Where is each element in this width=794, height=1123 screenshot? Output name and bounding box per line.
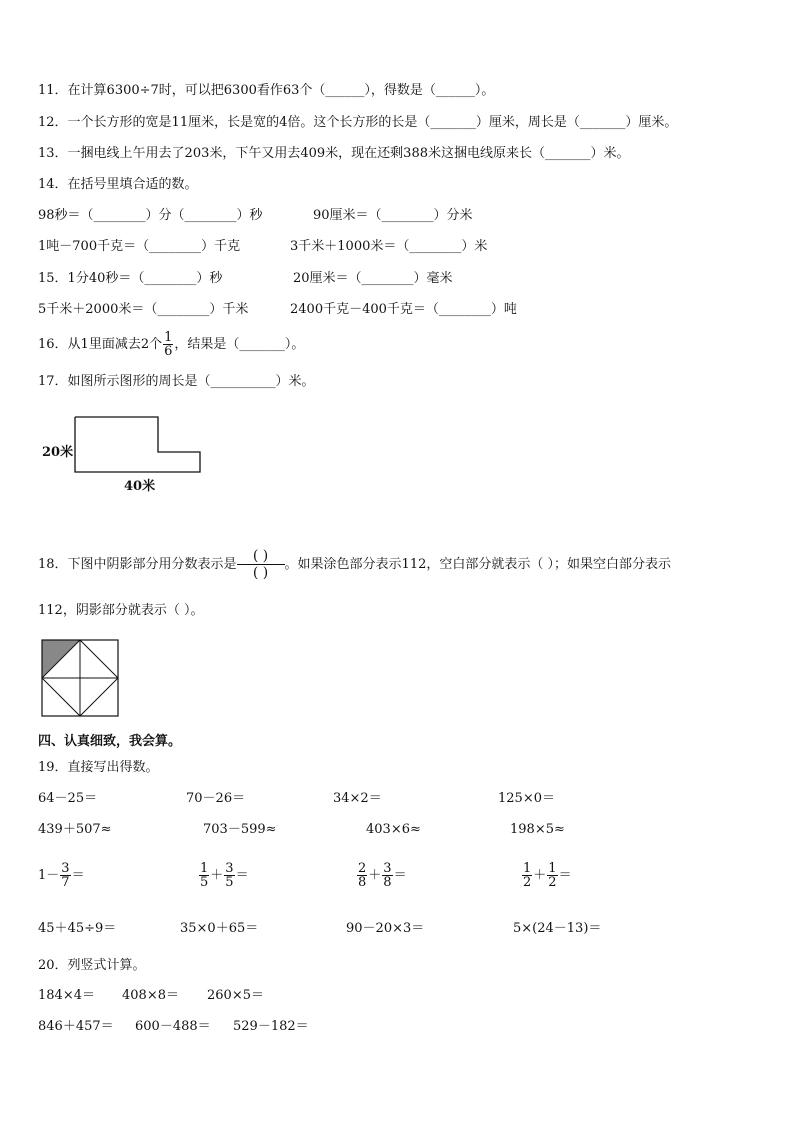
question-19: 19．直接写出得数。 <box>38 760 159 775</box>
vertical-calc-item: 529－182＝ <box>233 1019 309 1034</box>
q14-item-kilograms: 1吨－700千克＝（________）千克 <box>38 239 241 254</box>
fraction-item: $\frac{2}{8}$ ＋ $\frac{3}{8}$ ＝ <box>358 861 407 890</box>
section-4-heading: 四、认真细致，我会算。 <box>38 734 182 749</box>
vertical-calc-item: 408×8＝ <box>122 988 179 1003</box>
question-18: 18．下图中阴影部分用分数表示是 ( ) ( ) 。如果涂色部分表示112，空白部分就表示（ ）；如果空白部分表示 <box>38 548 671 581</box>
question-15: 15．1分40秒＝（________）秒 <box>38 271 223 286</box>
mixed-calc-item: 45＋45÷9＝ <box>38 921 117 936</box>
calc-item: 70－26＝ <box>186 791 246 806</box>
q14-item-decimeters: 90厘米＝（________）分米 <box>313 208 473 223</box>
q15-item-tons: 2400千克－400千克＝（________）吨 <box>290 302 517 317</box>
question-17: 17．如图所示图形的周长是（__________）米。 <box>38 374 315 389</box>
q14-item-seconds: 98秒＝（________）分（________）秒 <box>38 208 263 223</box>
figure-width-label: 40米 <box>124 479 156 494</box>
fraction-item: 1－ $\frac{3}{7}$ ＝ <box>38 861 85 890</box>
q15-item-kilometers: 5千米＋2000米＝（________）千米 <box>38 302 249 317</box>
estimate-item: 703－599≈ <box>203 822 277 837</box>
vertical-calc-item: 846＋457＝ <box>38 1019 114 1034</box>
figure-height-label: 20米 <box>42 445 74 460</box>
mixed-calc-item: 35×0＋65＝ <box>180 921 259 936</box>
question-16: 16．从1里面减去2个 $\frac{1}{6}$ ，结果是（_______）。 <box>38 330 305 359</box>
square-diamond-figure <box>41 639 120 718</box>
q14-item-meters: 3千米＋1000米＝（________）米 <box>290 239 488 254</box>
estimate-item: 198×5≈ <box>510 822 565 837</box>
l-shape-figure <box>74 416 204 474</box>
question-20: 20．列竖式计算。 <box>38 958 146 973</box>
calc-item: 34×2＝ <box>333 791 382 806</box>
estimate-item: 403×6≈ <box>366 822 421 837</box>
question-18-line2: 112，阴影部分就表示（ ）。 <box>38 603 204 618</box>
question-12: 12．一个长方形的宽是11厘米，长是宽的4倍。这个长方形的长是（_______）厘米，周长是（_______）厘米。 <box>38 115 678 130</box>
estimate-item: 439＋507≈ <box>38 822 112 837</box>
question-14: 14．在括号里填合适的数。 <box>38 177 198 192</box>
question-13: 13．一捆电线上午用去了203米，下午又用去409米，现在还剩388米这捆电线原来长（_______）米。 <box>38 146 630 161</box>
mixed-calc-item: 5×(24－13)＝ <box>513 921 602 936</box>
blank-fraction: ( ) ( ) <box>237 548 285 581</box>
vertical-calc-item: 600－488＝ <box>135 1019 211 1034</box>
question-11: 11．在计算6300÷7时，可以把6300看作63个（______），得数是（______）。 <box>38 83 495 98</box>
mixed-calc-item: 90－20×3＝ <box>346 921 425 936</box>
fraction-item: $\frac{1}{5}$ ＋ $\frac{3}{5}$ ＝ <box>200 861 249 890</box>
calc-item: 64－25＝ <box>38 791 98 806</box>
vertical-calc-item: 184×4＝ <box>38 988 95 1003</box>
fraction-one-sixth: $\frac{1}{6}$ <box>164 330 173 359</box>
calc-item: 125×0＝ <box>498 791 555 806</box>
fraction-item: $\frac{1}{2}$ ＋ $\frac{1}{2}$ ＝ <box>523 861 572 890</box>
q15-item-millimeters: 20厘米＝（________）毫米 <box>293 271 453 286</box>
vertical-calc-item: 260×5＝ <box>207 988 264 1003</box>
